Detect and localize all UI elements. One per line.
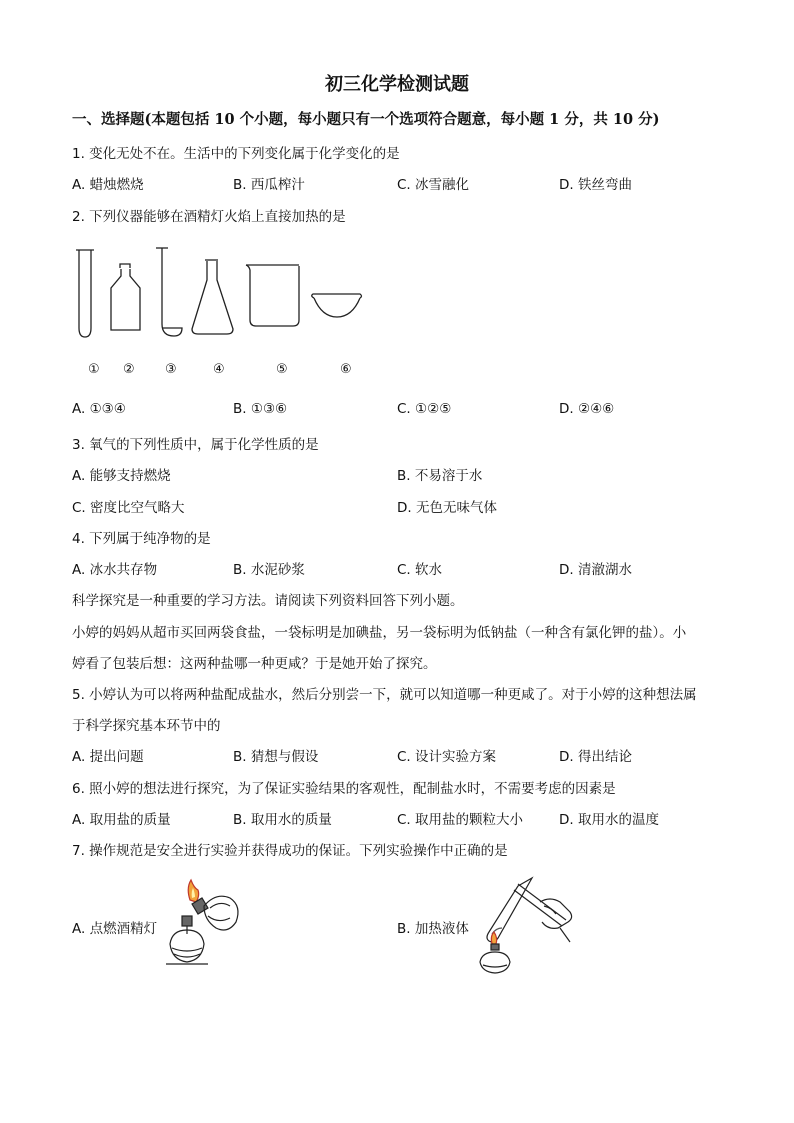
lab-apparatus-figure [70, 242, 380, 347]
apparatus-label-2: ② [123, 362, 135, 377]
q2-option-c[interactable]: C. ①②⑤ [397, 401, 452, 417]
q7-option-b[interactable]: B. 加热液体 [397, 921, 469, 937]
heating-liquid-figure [470, 872, 576, 976]
q6-option-b[interactable]: B. 取用水的质量 [233, 812, 332, 828]
q1-stem: 1. 变化无处不在。生活中的下列变化属于化学变化的是 [72, 146, 400, 162]
test-tube-icon [76, 250, 94, 337]
q4-stem: 4. 下列属于纯净物的是 [72, 531, 211, 547]
q3-option-a[interactable]: A. 能够支持燃烧 [72, 468, 171, 484]
q5-option-b[interactable]: B. 猜想与假设 [233, 749, 319, 765]
passage-line-2: 婷看了包装后想：这两种盐哪一种更咸？于是她开始了探究。 [72, 656, 437, 672]
flame-icon [188, 880, 198, 902]
q1-option-d[interactable]: D. 铁丝弯曲 [559, 177, 632, 193]
q5-option-d[interactable]: D. 得出结论 [559, 749, 632, 765]
q4-option-d[interactable]: D. 清澈湖水 [559, 562, 632, 578]
passage-intro: 科学探究是一种重要的学习方法。请阅读下列资料回答下列小题。 [72, 593, 464, 609]
section-heading: 一、选择题(本题包括 10 个小题，每小题只有一个选项符合题意，每小题 1 分，共 10 分) [72, 111, 660, 128]
q1-option-c[interactable]: C. 冰雪融化 [397, 177, 470, 193]
q6-option-d[interactable]: D. 取用水的温度 [559, 812, 659, 828]
q1-option-b[interactable]: B. 西瓜榨汁 [233, 177, 305, 193]
tilted-alcohol-lamp-icon [192, 896, 238, 930]
q3-option-b[interactable]: B. 不易溶于水 [397, 468, 483, 484]
passage-line-1: 小婷的妈妈从超市买回两袋食盐，一袋标明是加碘盐，另一袋标明为低钠盐（一种含有氯化钾的盐）。小 [72, 625, 687, 641]
q1-option-a[interactable]: A. 蜡烛燃烧 [72, 177, 144, 193]
beaker-icon [246, 265, 299, 326]
q3-option-c[interactable]: C. 密度比空气略大 [72, 500, 185, 516]
q6-option-c[interactable]: C. 取用盐的颗粒大小 [397, 812, 524, 828]
apparatus-label-6: ⑥ [340, 362, 352, 377]
page-title: 初三化学检测试题 [325, 74, 469, 95]
q6-option-a[interactable]: A. 取用盐的质量 [72, 812, 171, 828]
hand-icon [540, 899, 572, 942]
q2-option-d[interactable]: D. ②④⑥ [559, 401, 615, 417]
apparatus-label-5: ⑤ [276, 362, 288, 377]
q3-option-d[interactable]: D. 无色无味气体 [397, 500, 497, 516]
conical-flask-icon [192, 260, 233, 334]
q5-option-c[interactable]: C. 设计实验方案 [397, 749, 497, 765]
q5-stem-line-2: 于科学探究基本环节中的 [72, 718, 221, 734]
q2-stem: 2. 下列仪器能够在酒精灯火焰上直接加热的是 [72, 209, 346, 225]
q7-option-a[interactable]: A. 点燃酒精灯 [72, 921, 158, 937]
apparatus-label-3: ③ [165, 362, 177, 377]
q4-option-b[interactable]: B. 水泥砂浆 [233, 562, 305, 578]
q4-option-c[interactable]: C. 软水 [397, 562, 443, 578]
q4-option-a[interactable]: A. 冰水共存物 [72, 562, 158, 578]
combustion-spoon-icon [156, 248, 182, 336]
q5-stem-line-1: 5. 小婷认为可以将两种盐配成盐水，然后分别尝一下，就可以知道哪一种更咸了。对于小婷的这种想法属 [72, 687, 697, 703]
lighting-alcohol-lamp-figure [158, 878, 248, 970]
evaporating-dish-icon [312, 294, 362, 317]
apparatus-label-4: ④ [213, 362, 225, 377]
q3-stem: 3. 氧气的下列性质中，属于化学性质的是 [72, 437, 319, 453]
reagent-bottle-icon [111, 264, 140, 330]
q2-option-a[interactable]: A. ①③④ [72, 401, 126, 417]
q2-option-b[interactable]: B. ①③⑥ [233, 401, 288, 417]
apparatus-label-1: ① [88, 362, 100, 377]
alcohol-lamp-icon [166, 916, 208, 964]
test-tube-in-holder-icon [487, 878, 566, 942]
q5-option-a[interactable]: A. 提出问题 [72, 749, 144, 765]
alcohol-lamp-icon [480, 932, 510, 973]
q6-stem: 6. 照小婷的想法进行探究，为了保证实验结果的客观性，配制盐水时，不需要考虑的因素是 [72, 781, 616, 797]
q7-stem: 7. 操作规范是安全进行实验并获得成功的保证。下列实验操作中正确的是 [72, 843, 508, 859]
